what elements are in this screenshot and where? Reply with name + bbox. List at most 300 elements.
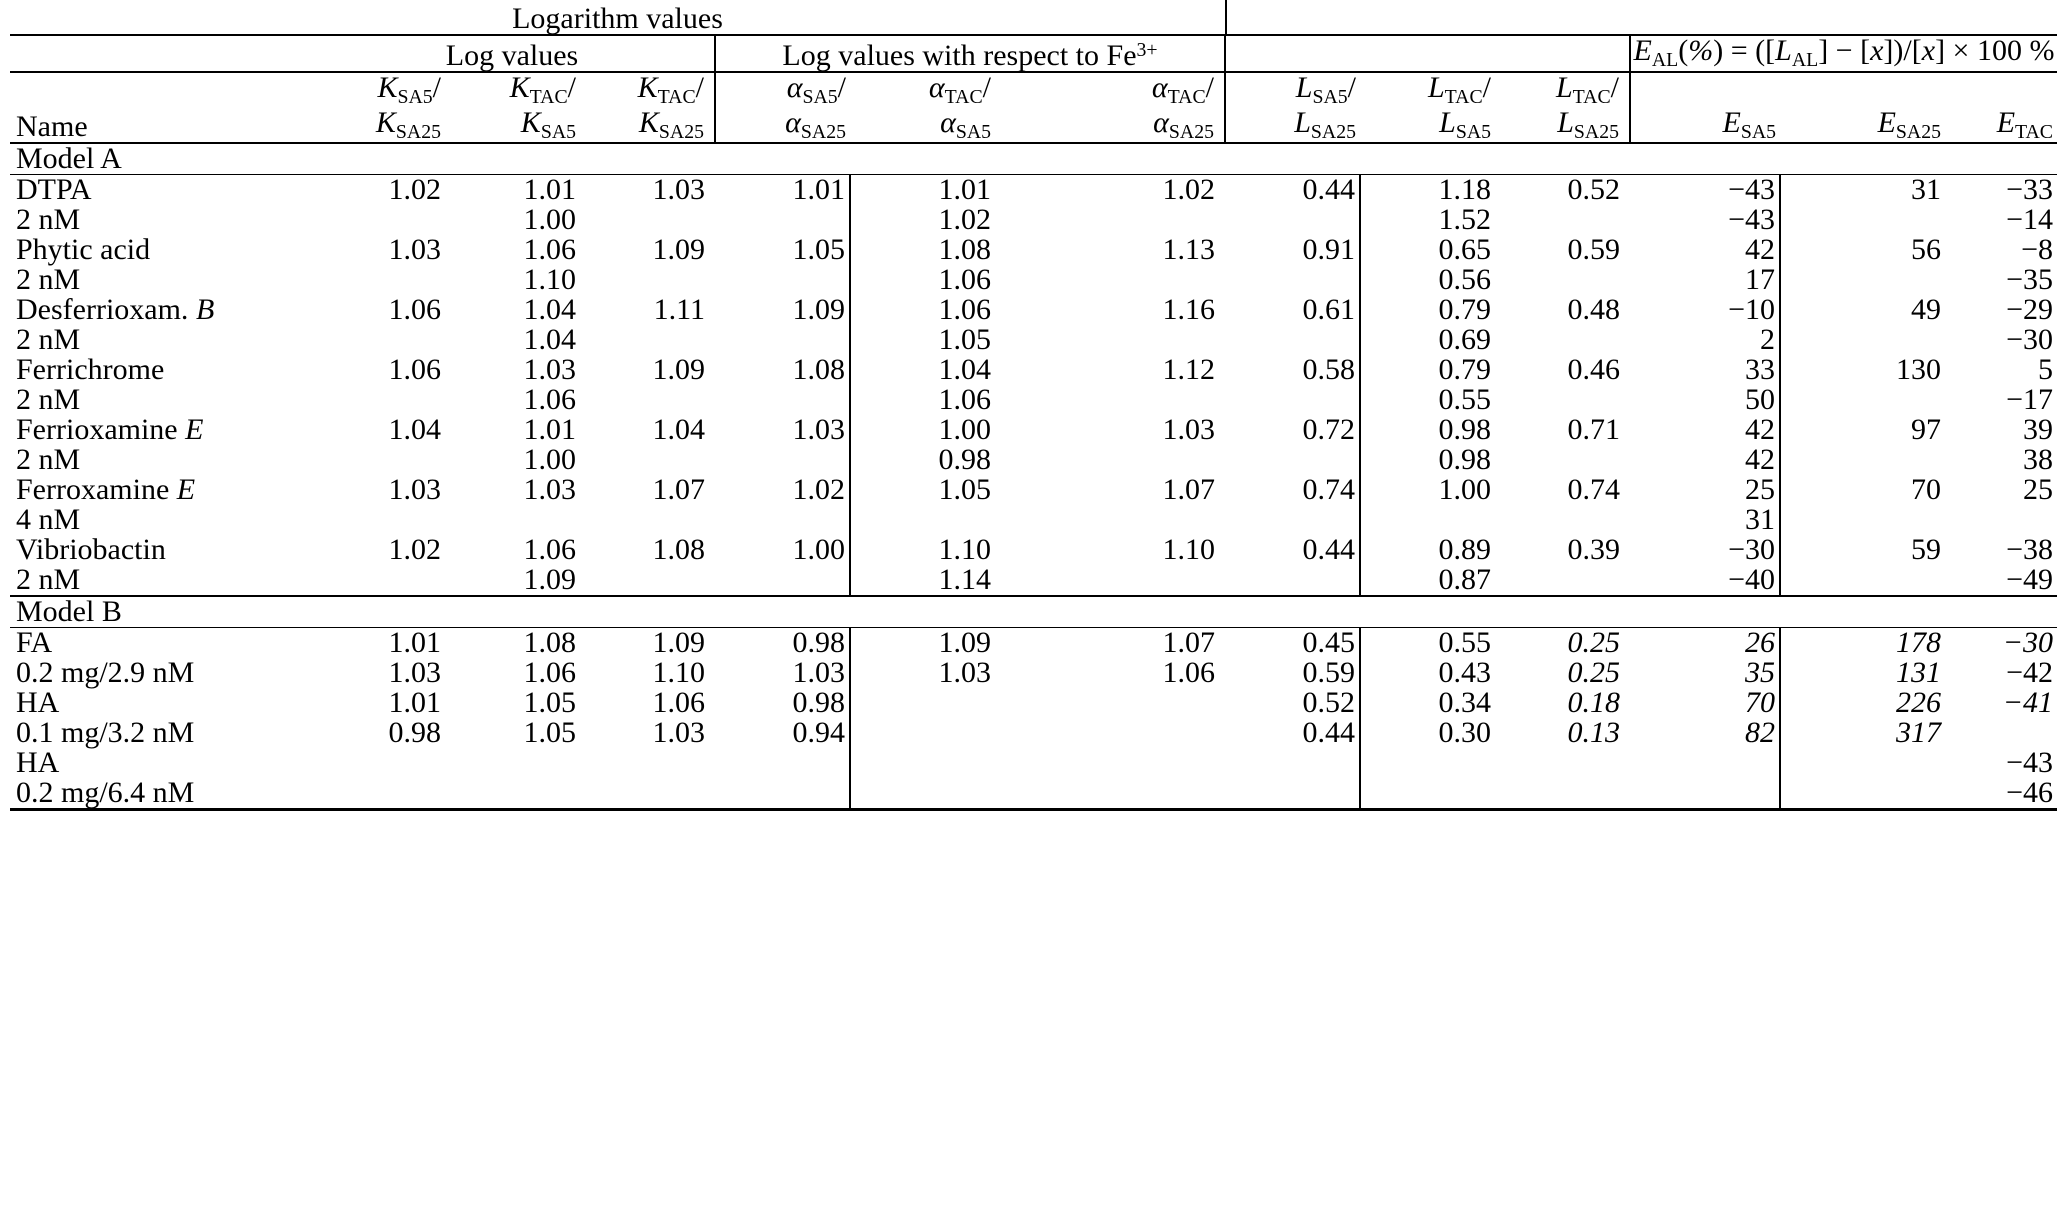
table-cell: 1.01 bbox=[445, 175, 580, 206]
col-head-lsa5-den: $L_{SA5}$ bbox=[1439, 105, 1491, 143]
table-title: Logarithm values bbox=[512, 2, 723, 36]
table-cell bbox=[1780, 445, 1945, 475]
row-label: Phytic acid bbox=[16, 233, 151, 267]
col-head-asa5: $\alpha_{SA5}/$ bbox=[715, 72, 850, 108]
table-cell: 5 bbox=[2038, 353, 2053, 387]
column-header-numerator-row bbox=[10, 72, 2057, 108]
table-cell: 1.06 bbox=[523, 383, 576, 417]
row-label: 2 nM bbox=[16, 263, 81, 297]
table-cell bbox=[445, 778, 580, 810]
table-cell bbox=[310, 505, 445, 535]
table-cell: 0.56 bbox=[1360, 265, 1495, 295]
table-cell bbox=[715, 565, 850, 596]
col-head-lsa25: $L_{SA25}$ bbox=[1225, 108, 1360, 144]
table-cell: 26 bbox=[1630, 628, 1780, 659]
table-cell: 0.74 bbox=[1302, 473, 1355, 507]
col-head-etac: $E_{TAC}$ bbox=[1996, 105, 2053, 143]
table-cell: 1.06 bbox=[652, 686, 705, 720]
table-cell bbox=[1780, 748, 1945, 778]
table-cell: 1.08 bbox=[652, 533, 705, 567]
table-cell bbox=[1780, 778, 1945, 810]
table-cell: 1.06 bbox=[388, 293, 441, 327]
table-cell: 131 bbox=[1780, 658, 1945, 688]
table-cell: 35 bbox=[1745, 656, 1775, 690]
table-cell: 42 bbox=[1745, 233, 1775, 267]
col-head-atac-1: $\alpha_{TAC}/$ bbox=[850, 72, 995, 108]
table-cell: 0.55 bbox=[1360, 628, 1495, 659]
table-cell: −49 bbox=[2006, 563, 2053, 597]
table-cell bbox=[995, 565, 1225, 596]
row-label: 2 nM bbox=[16, 563, 81, 597]
table-row bbox=[10, 415, 2057, 445]
row-label: HA bbox=[16, 686, 60, 720]
group-header-log-values: Log values bbox=[310, 35, 715, 72]
table-cell: 70 bbox=[1745, 686, 1775, 720]
table-cell: −43 bbox=[1728, 203, 1775, 237]
table-cell: 56 bbox=[1780, 235, 1945, 265]
table-cell: 1.06 bbox=[1162, 656, 1215, 690]
bottom-rule bbox=[10, 810, 2057, 814]
table-cell bbox=[1780, 325, 1945, 355]
section-label: Model A bbox=[10, 143, 2057, 175]
table-cell bbox=[1495, 325, 1630, 355]
title-divider-cell bbox=[1225, 0, 1495, 35]
column-header-denominator-row bbox=[10, 108, 2057, 144]
table-cell: 59 bbox=[1780, 535, 1945, 565]
col-head-ksa25: $K_{SA25}$ bbox=[375, 105, 441, 143]
row-label: HA bbox=[16, 746, 60, 780]
group-header-l-divider bbox=[1225, 35, 1630, 72]
col-head-ltac-2: $L_{TAC}/$ bbox=[1495, 72, 1630, 108]
row-label: 2 nM bbox=[16, 443, 81, 477]
table-row bbox=[10, 235, 2057, 265]
table-cell bbox=[995, 385, 1225, 415]
table-cell bbox=[995, 505, 1225, 535]
table-cell bbox=[1780, 565, 1945, 596]
table-cell bbox=[1630, 748, 1780, 778]
col-head-ltac-1: $L_{TAC}/$ bbox=[1360, 72, 1495, 108]
table-cell bbox=[1945, 505, 2057, 535]
table-cell: −46 bbox=[2006, 776, 2053, 810]
table-cell: 1.18 bbox=[1360, 175, 1495, 206]
table-cell: 0.43 bbox=[1360, 658, 1495, 688]
table-cell bbox=[580, 385, 715, 415]
table-cell bbox=[995, 688, 1225, 718]
table-cell: 17 bbox=[1745, 263, 1775, 297]
table-cell: 0.34 bbox=[1360, 688, 1495, 718]
row-label: 0.1 mg/3.2 nM bbox=[16, 716, 195, 750]
table-cell: 0.87 bbox=[1360, 565, 1495, 596]
table-cell bbox=[1360, 778, 1495, 810]
col-head-esa5: $E_{SA5}$ bbox=[1630, 108, 1780, 144]
table-cell bbox=[1360, 748, 1495, 778]
table-cell: 1.04 bbox=[523, 293, 576, 327]
table-row bbox=[10, 175, 2057, 206]
group-header-log-values-fe-text: Log values with respect to Fe bbox=[782, 38, 1137, 72]
col-head-asa5-den: $\alpha_{SA5}$ bbox=[940, 105, 991, 143]
table-cell: 0.44 bbox=[1225, 175, 1360, 206]
table-cell bbox=[1495, 205, 1630, 235]
table-cell bbox=[580, 445, 715, 475]
table-cell: 1.02 bbox=[995, 175, 1225, 206]
vertical-rule-icon bbox=[1225, 0, 1227, 34]
table-cell: 0.48 bbox=[1567, 293, 1620, 327]
table-cell: 1.03 bbox=[792, 413, 845, 447]
row-label: Ferroxamine E bbox=[16, 473, 196, 507]
table-cell bbox=[580, 748, 715, 778]
table-row bbox=[10, 748, 2057, 778]
table-row bbox=[10, 295, 2057, 325]
col-head-lsa5: $L_{SA5}/$ bbox=[1225, 72, 1360, 108]
table-cell: 1.03 bbox=[580, 175, 715, 206]
table-cell bbox=[850, 748, 995, 778]
table-cell bbox=[1225, 565, 1360, 596]
table-cell bbox=[1225, 778, 1360, 810]
table-cell: 1.03 bbox=[652, 716, 705, 750]
table-cell: 0.98 bbox=[792, 686, 845, 720]
table-cell: 0.72 bbox=[1302, 413, 1355, 447]
row-label: 2 nM bbox=[16, 203, 81, 237]
table-cell: 0.45 bbox=[1225, 628, 1360, 659]
table-cell bbox=[1495, 385, 1630, 415]
table-cell bbox=[850, 505, 995, 535]
table-cell: −43 bbox=[1630, 175, 1780, 206]
table-row bbox=[10, 325, 2057, 355]
table-cell bbox=[715, 385, 850, 415]
table-cell: 0.44 bbox=[1302, 716, 1355, 750]
table-cell: 1.08 bbox=[792, 353, 845, 387]
section-header-row bbox=[10, 596, 2057, 628]
table-cell: 178 bbox=[1780, 628, 1945, 659]
section-label: Model B bbox=[10, 596, 2057, 628]
table-cell: 0.74 bbox=[1567, 473, 1620, 507]
table-cell bbox=[1780, 265, 1945, 295]
table-cell: 1.03 bbox=[523, 473, 576, 507]
table-cell: 1.04 bbox=[388, 413, 441, 447]
table-cell: 33 bbox=[1745, 353, 1775, 387]
table-cell bbox=[1225, 385, 1360, 415]
data-table bbox=[10, 0, 2057, 813]
table-cell bbox=[1225, 445, 1360, 475]
table-cell: 49 bbox=[1780, 295, 1945, 325]
table-cell bbox=[1360, 505, 1495, 535]
table-cell: 1.00 bbox=[523, 203, 576, 237]
table-cell: 1.16 bbox=[1162, 293, 1215, 327]
table-cell: 0.98 bbox=[715, 628, 850, 659]
row-label: FA bbox=[10, 628, 310, 659]
table-row bbox=[10, 265, 2057, 295]
table-cell bbox=[1225, 265, 1360, 295]
table-cell: 1.10 bbox=[523, 263, 576, 297]
table-cell: 0.59 bbox=[1567, 233, 1620, 267]
table-cell bbox=[1780, 505, 1945, 535]
table-cell: 0.30 bbox=[1360, 718, 1495, 748]
table-cell bbox=[310, 205, 445, 235]
table-cell: 50 bbox=[1745, 383, 1775, 417]
table-cell: 70 bbox=[1780, 475, 1945, 505]
col-head-atac-2: $\alpha_{TAC}/$ bbox=[995, 72, 1225, 108]
table-cell bbox=[995, 748, 1225, 778]
table-cell bbox=[1495, 505, 1630, 535]
table-cell: 1.08 bbox=[445, 628, 580, 659]
table-cell bbox=[310, 445, 445, 475]
table-cell: 1.09 bbox=[850, 628, 995, 659]
table-cell: 0.69 bbox=[1360, 325, 1495, 355]
table-cell bbox=[995, 445, 1225, 475]
table-cell: 0.71 bbox=[1567, 413, 1620, 447]
table-cell: 0.13 bbox=[1567, 716, 1620, 750]
table-cell: 1.03 bbox=[388, 233, 441, 267]
table-cell: 0.18 bbox=[1567, 686, 1620, 720]
table-cell bbox=[310, 265, 445, 295]
table-row bbox=[10, 445, 2057, 475]
table-cell: −30 bbox=[1945, 628, 2057, 659]
table-cell: 1.02 bbox=[850, 205, 995, 235]
table-cell: 31 bbox=[1745, 503, 1775, 537]
table-cell: 0.46 bbox=[1567, 353, 1620, 387]
table-cell bbox=[1495, 445, 1630, 475]
table-title-row bbox=[10, 0, 2057, 35]
table-cell: −35 bbox=[2006, 263, 2053, 297]
table-cell bbox=[1945, 718, 2057, 748]
table-cell: 1.09 bbox=[652, 233, 705, 267]
table-cell: 1.00 bbox=[1360, 475, 1495, 505]
table-cell: 1.09 bbox=[792, 293, 845, 327]
table-cell: −8 bbox=[2021, 233, 2053, 267]
table-cell bbox=[715, 505, 850, 535]
table-body bbox=[10, 143, 2057, 813]
row-label: Desferrioxam. B bbox=[16, 293, 215, 327]
table-cell bbox=[1225, 205, 1360, 235]
table-cell bbox=[310, 565, 445, 596]
table-cell: 1.06 bbox=[523, 233, 576, 267]
table-cell: 0.79 bbox=[1360, 355, 1495, 385]
table-cell bbox=[1495, 565, 1630, 596]
row-label: DTPA bbox=[10, 175, 310, 206]
table-cell: −33 bbox=[1945, 175, 2057, 206]
table-cell bbox=[580, 505, 715, 535]
table-cell bbox=[715, 748, 850, 778]
table-cell: 1.03 bbox=[792, 656, 845, 690]
col-head-asa25: $\alpha_{SA25}$ bbox=[715, 108, 850, 144]
table-cell: −43 bbox=[2006, 746, 2053, 780]
table-cell: 0.52 bbox=[1302, 686, 1355, 720]
table-cell: 1.09 bbox=[523, 563, 576, 597]
table-cell bbox=[1225, 325, 1360, 355]
table-cell: −40 bbox=[1728, 563, 1775, 597]
table-row bbox=[10, 658, 2057, 688]
table-cell: 1.01 bbox=[715, 175, 850, 206]
table-cell bbox=[1495, 265, 1630, 295]
table-cell: 0.98 bbox=[1360, 415, 1495, 445]
table-cell: 1.06 bbox=[850, 265, 995, 295]
table-cell bbox=[1225, 505, 1360, 535]
table-cell bbox=[850, 688, 995, 718]
table-cell: 1.07 bbox=[652, 473, 705, 507]
table-row bbox=[10, 718, 2057, 748]
table-cell: 1.09 bbox=[580, 628, 715, 659]
col-head-lsa25-den: $L_{SA25}$ bbox=[1557, 105, 1619, 143]
table-cell: 317 bbox=[1780, 718, 1945, 748]
table-cell: 0.59 bbox=[1302, 656, 1355, 690]
table-cell: 1.03 bbox=[523, 353, 576, 387]
table-cell: 1.01 bbox=[388, 686, 441, 720]
table-cell: 25 bbox=[2023, 473, 2053, 507]
table-cell: 1.10 bbox=[850, 535, 995, 565]
table-cell: 1.05 bbox=[523, 686, 576, 720]
table-cell: 39 bbox=[2023, 413, 2053, 447]
table-cell: 1.13 bbox=[1162, 233, 1215, 267]
table-cell: 1.04 bbox=[850, 355, 995, 385]
table-cell: 0.25 bbox=[1567, 656, 1620, 690]
row-label: Vibriobactin bbox=[16, 533, 166, 567]
row-label: 4 nM bbox=[16, 503, 81, 537]
table-cell bbox=[715, 445, 850, 475]
table-cell bbox=[715, 205, 850, 235]
table-cell: 1.00 bbox=[850, 415, 995, 445]
table-cell: 1.06 bbox=[388, 353, 441, 387]
table-cell bbox=[445, 748, 580, 778]
table-cell: 0.98 bbox=[388, 716, 441, 750]
table-cell: 1.09 bbox=[652, 353, 705, 387]
table-cell: 42 bbox=[1745, 443, 1775, 477]
table-cell: 1.05 bbox=[850, 475, 995, 505]
row-label: 2 nM bbox=[16, 323, 81, 357]
table-cell: 1.02 bbox=[388, 533, 441, 567]
col-head-asa25-den: $\alpha_{SA25}$ bbox=[1153, 105, 1214, 143]
table-cell bbox=[995, 205, 1225, 235]
table-cell: 1.14 bbox=[850, 565, 995, 596]
table-cell bbox=[995, 325, 1225, 355]
table-cell: 130 bbox=[1780, 355, 1945, 385]
table-cell: −10 bbox=[1728, 293, 1775, 327]
table-cell: −14 bbox=[2006, 203, 2053, 237]
table-row bbox=[10, 778, 2057, 810]
table-cell: 1.04 bbox=[652, 413, 705, 447]
col-head-name: Name bbox=[16, 110, 88, 144]
table-cell: 1.02 bbox=[792, 473, 845, 507]
group-header-eal: $E_{AL}(\%) = ([L_{AL}] - [x])/[x] \times 100$ % bbox=[1630, 35, 2057, 72]
row-label: 0.2 mg/2.9 nM bbox=[16, 656, 195, 690]
table-cell: 1.07 bbox=[995, 628, 1225, 659]
table-cell bbox=[580, 265, 715, 295]
table-cell bbox=[580, 205, 715, 235]
table-row bbox=[10, 565, 2057, 596]
table-row bbox=[10, 475, 2057, 505]
table-cell bbox=[1780, 385, 1945, 415]
table-cell bbox=[1780, 205, 1945, 235]
col-head-ktac-2: $K_{TAC}/$ bbox=[580, 72, 715, 108]
table-cell: −30 bbox=[1728, 533, 1775, 567]
table-cell: 1.06 bbox=[523, 656, 576, 690]
table-cell bbox=[445, 505, 580, 535]
table-cell: −42 bbox=[2006, 656, 2053, 690]
table-cell: 0.61 bbox=[1302, 293, 1355, 327]
table-cell: 1.07 bbox=[1162, 473, 1215, 507]
table-row bbox=[10, 355, 2057, 385]
table-cell: 42 bbox=[1745, 413, 1775, 447]
table-row bbox=[10, 385, 2057, 415]
table-cell bbox=[310, 748, 445, 778]
table-cell: −41 bbox=[2002, 686, 2053, 720]
row-label: Ferrichrome bbox=[16, 353, 165, 387]
group-header-log-values-fe bbox=[715, 35, 1225, 72]
numerator-blank-2 bbox=[1780, 72, 1945, 108]
table-cell: 97 bbox=[1780, 415, 1945, 445]
table-cell: −29 bbox=[2006, 293, 2053, 327]
row-label: 0.2 mg/6.4 nM bbox=[16, 776, 195, 810]
table-cell: 1.08 bbox=[850, 235, 995, 265]
table-cell: 25 bbox=[1745, 473, 1775, 507]
table-cell bbox=[850, 718, 995, 748]
col-head-ksa5: $K_{SA5}/$ bbox=[310, 72, 445, 108]
table-cell bbox=[310, 385, 445, 415]
table-cell: −30 bbox=[2006, 323, 2053, 357]
table-cell: −38 bbox=[2006, 533, 2053, 567]
table-cell: 1.11 bbox=[653, 293, 705, 327]
table-cell: 226 bbox=[1780, 688, 1945, 718]
table-cell: 0.98 bbox=[1360, 445, 1495, 475]
table-cell bbox=[995, 718, 1225, 748]
table-cell: 1.03 bbox=[1162, 413, 1215, 447]
table-cell: 1.05 bbox=[850, 325, 995, 355]
table-cell: 0.25 bbox=[1495, 628, 1630, 659]
table-cell: 82 bbox=[1745, 716, 1775, 750]
title-spacer bbox=[1495, 0, 2057, 35]
table-cell: 1.02 bbox=[310, 175, 445, 206]
group-header-blank bbox=[10, 35, 310, 72]
table-row bbox=[10, 628, 2057, 659]
table-cell: 38 bbox=[2023, 443, 2053, 477]
bottom-rule-cell bbox=[10, 810, 2057, 814]
table-cell bbox=[580, 325, 715, 355]
table-cell: 1.01 bbox=[850, 175, 995, 206]
table-cell: 1.03 bbox=[850, 658, 995, 688]
table-cell bbox=[995, 778, 1225, 810]
col-head-ksa25-den: $K_{SA25}$ bbox=[638, 105, 704, 143]
numerator-blank bbox=[10, 72, 310, 108]
table-cell: 0.39 bbox=[1567, 533, 1620, 567]
table-cell: 0.44 bbox=[1302, 533, 1355, 567]
table-cell: 0.79 bbox=[1360, 295, 1495, 325]
table-cell bbox=[715, 778, 850, 810]
table-cell: 1.01 bbox=[523, 413, 576, 447]
col-head-e-divider bbox=[1630, 72, 1780, 108]
table-cell: 1.03 bbox=[388, 473, 441, 507]
table-row bbox=[10, 535, 2057, 565]
table-cell: 1.12 bbox=[1162, 353, 1215, 387]
table-cell bbox=[995, 265, 1225, 295]
row-label: 2 nM bbox=[16, 383, 81, 417]
table-cell bbox=[310, 325, 445, 355]
col-head-esa25: $E_{SA25}$ bbox=[1877, 105, 1941, 143]
table-cell: 0.58 bbox=[1302, 353, 1355, 387]
table-cell: 0.89 bbox=[1360, 535, 1495, 565]
table-cell bbox=[1630, 778, 1780, 810]
table-row bbox=[10, 505, 2057, 535]
table-cell: 1.52 bbox=[1360, 205, 1495, 235]
table-cell: 0.55 bbox=[1360, 385, 1495, 415]
table-cell bbox=[310, 778, 445, 810]
table-cell: 1.00 bbox=[792, 533, 845, 567]
table-row bbox=[10, 205, 2057, 235]
table-cell: 1.10 bbox=[652, 656, 705, 690]
numerator-blank-3 bbox=[1945, 72, 2057, 108]
table-cell: 0.98 bbox=[850, 445, 995, 475]
table-cell: 1.06 bbox=[850, 385, 995, 415]
table-cell bbox=[1495, 748, 1630, 778]
table-cell: 31 bbox=[1780, 175, 1945, 206]
